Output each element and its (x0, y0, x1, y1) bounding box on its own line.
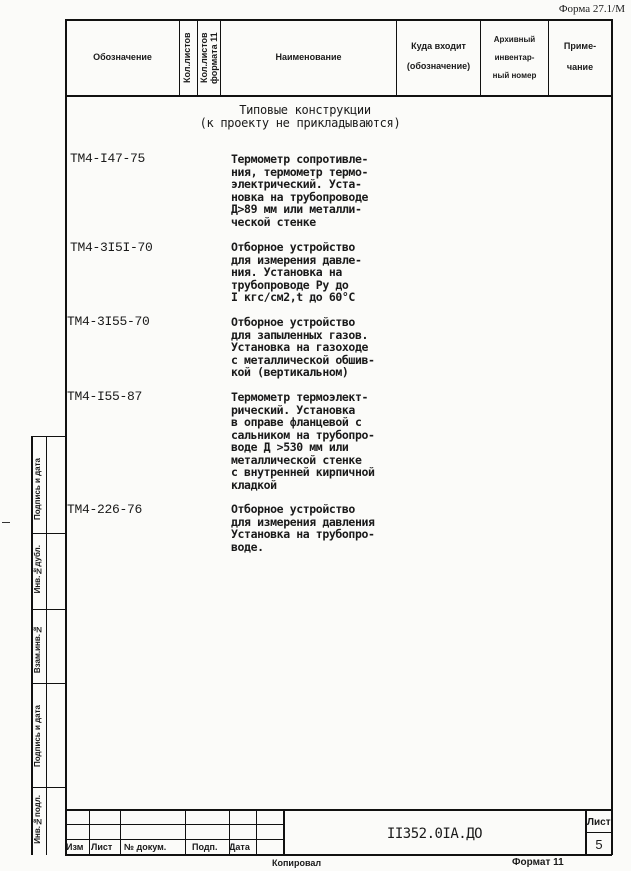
header-sheets-format: Кол.листов формата 11 (199, 32, 219, 84)
row-name-line: воде Д >530 мм или (231, 440, 349, 454)
stamp-date: Дата (229, 842, 250, 852)
side-sign-date-1: Подпись и дата (33, 458, 42, 520)
form-label: Форма 27.1/М (558, 3, 625, 15)
footer-copied: Копировал (272, 858, 322, 868)
stamp-v2 (120, 809, 121, 855)
stamp-v5 (256, 809, 257, 855)
row-code: ТМ4-226-76 (67, 502, 143, 517)
side-h2 (31, 533, 66, 534)
header-name: Наименование (275, 52, 342, 62)
margin-tick (2, 522, 10, 523)
side-inv-dupl: Инв.№дубл. (33, 545, 42, 594)
header-bottom (65, 95, 612, 97)
row-code: ТМ4-3I55-70 (67, 314, 150, 329)
side-inner-border (46, 436, 47, 855)
side-sign-date-2: Подпись и дата (33, 705, 42, 767)
row-name (231, 241, 411, 304)
col-sep-4 (396, 19, 397, 96)
row-name-line: ния, термометр термо- (231, 164, 368, 179)
row-name-line: Отборное устройство (231, 315, 355, 329)
row-name-line: Д>89 мм или металли- (231, 202, 362, 216)
side-inv-orig: Инв.№подл. (33, 795, 42, 844)
stamp-sign: Подп. (192, 842, 218, 852)
row-name-line: для измерения давления (231, 514, 375, 529)
row-name-line: с металлической обшив- (231, 352, 375, 367)
row-name-line: кой (вертикальном) (231, 365, 349, 379)
side-h5 (31, 787, 66, 788)
row-name-line: Термометр термоэлект- (231, 390, 368, 404)
row-name-line: трубопроводе Ру до (231, 277, 349, 292)
side-h3 (31, 609, 66, 610)
row-name (231, 503, 411, 553)
row-code: ТМ4-I55-87 (67, 389, 143, 404)
stamp-h1 (65, 824, 283, 825)
section-title-1: Типовые конструкции (239, 103, 371, 117)
frame-bottom (65, 854, 612, 856)
stamp-v3 (185, 809, 186, 855)
stamp-top (65, 809, 612, 811)
row-name-line: с внутренней кирпичной (231, 465, 375, 479)
stamp-sheet-label: Лист (587, 817, 611, 828)
header-archive-1: Архивный (493, 35, 536, 44)
stamp-sheet-h (585, 832, 612, 833)
row-name-line: для измерения давле- (231, 252, 362, 267)
col-sep-6 (548, 19, 549, 96)
row-name-line: ческой стенке (231, 214, 316, 229)
stamp-v1 (89, 809, 90, 855)
frame-right (611, 19, 613, 855)
row-code: ТМ4-3I5I-70 (70, 240, 153, 255)
header-where-1: Куда входит (411, 41, 466, 51)
header-where-2: (обозначение) (406, 61, 471, 71)
row-name-line: рический. Установка (231, 402, 355, 417)
row-name-line: Отборное устройство (231, 502, 355, 516)
row-name-line: новка на трубопроводе (231, 189, 368, 204)
row-name-line: I кгс/см2,t до 60°С (231, 290, 355, 304)
frame-left (65, 19, 67, 855)
row-name-line: ния. Установка на (231, 265, 342, 279)
row-name-line: электрический. Уста- (231, 177, 362, 191)
stamp-list: Лист (91, 842, 113, 852)
row-name (231, 316, 411, 379)
side-h4 (31, 683, 66, 684)
header-note-2: чание (566, 62, 594, 72)
row-name-line: кладкой (231, 477, 277, 492)
stamp-doc-code: II352.0IA.ДО (386, 826, 483, 842)
row-name-line: для запыленных газов. (231, 327, 368, 342)
row-name-line: Установка на газоходе (231, 340, 368, 354)
header-sheets-count: Кол.листов (182, 32, 192, 84)
col-sep-1 (179, 19, 180, 96)
footer-format: Формат 11 (512, 857, 564, 868)
row-name-line: Установка на трубопро- (231, 527, 375, 541)
side-h1 (31, 436, 66, 437)
row-name-line: металлической стенке (231, 452, 362, 467)
row-name (231, 391, 411, 491)
row-name-line: воде. (231, 539, 264, 554)
header-designation: Обозначение (93, 52, 152, 62)
col-sep-2 (197, 19, 198, 96)
header-archive-2: инвентар- (494, 53, 535, 62)
frame-top (65, 19, 612, 21)
row-code: ТМ4-I47-75 (70, 151, 146, 166)
section-title-2: (к проекту не прикладываются) (199, 116, 401, 130)
row-name-line: в оправе фланцевой с (231, 415, 362, 429)
stamp-izm: Изм (66, 842, 84, 852)
header-archive-3: ный номер (492, 71, 537, 80)
side-replace-inv: Взам.инв.№ (33, 625, 42, 674)
row-name-line: сальником на трубопро- (231, 427, 375, 442)
header-note-1: Приме- (563, 41, 597, 51)
row-name-line: Термометр сопротивле- (231, 152, 368, 166)
stamp-doc-num: № докум. (124, 842, 167, 852)
stamp-sheet-num: 5 (595, 837, 603, 852)
stamp-h2 (65, 839, 283, 840)
row-name (231, 153, 411, 228)
row-name-line: Отборное устройство (231, 240, 355, 254)
